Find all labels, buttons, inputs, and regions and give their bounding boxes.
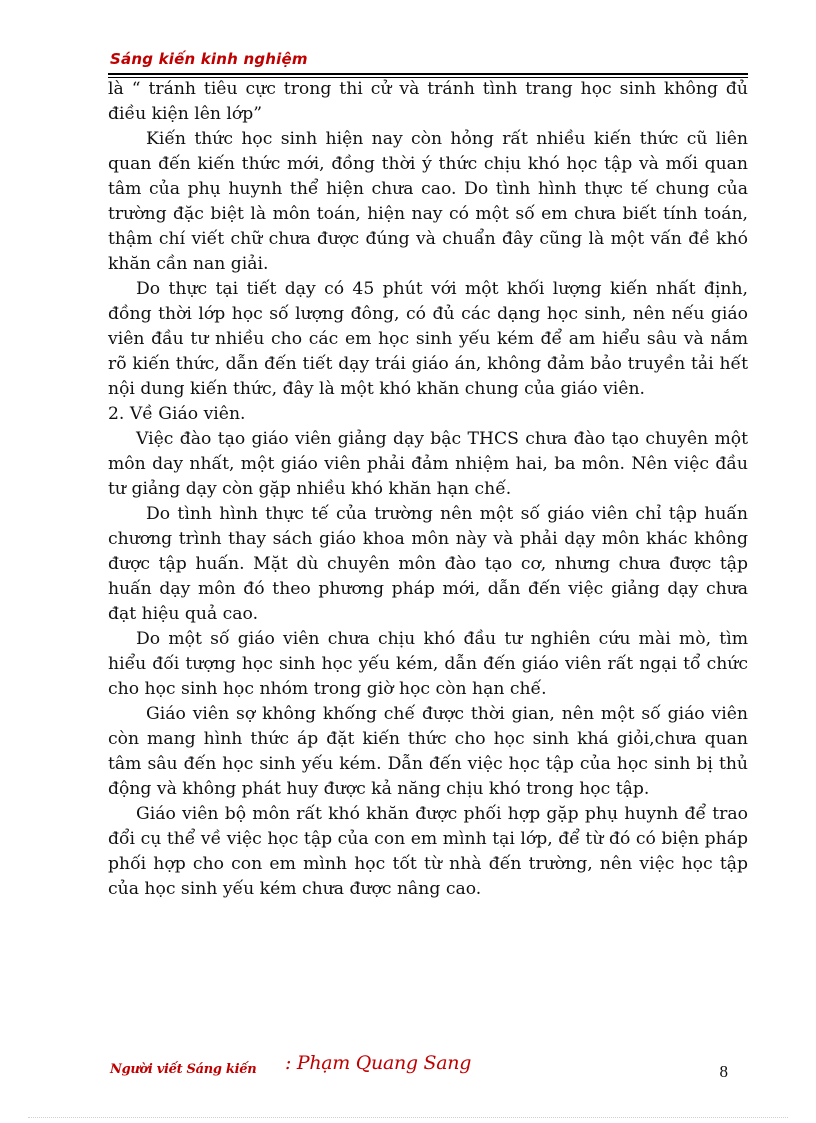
paragraph-parent-coordination: Giáo viên bộ môn rất khó khăn được phối hợp gặp phụ huynh để trao đổi cụ thể về việc học tập của con em mình tại lớp, để từ đó có biện pháp phối hợp cho con em mình học tốt từ nhà đến trường, nên việc học tập của học sinh yếu kém chưa được nâng cao. bbox=[108, 804, 748, 899]
page-bottom-divider bbox=[28, 1117, 788, 1118]
paragraph-research: Do một số giáo viên chưa chịu khó đầu tư nghiên cứu mài mò, tìm hiểu đối tượng học sinh học yếu kém, dẫn đến giáo viên rất ngại tổ chức cho học sinh học nhóm trong giờ học còn hạn chế. bbox=[108, 629, 748, 699]
page-number: 8 bbox=[719, 1062, 728, 1081]
paragraph-school-situation: Do tình hình thực tế của trường nên một số giáo viên chỉ tập huấn chương trình thay sách giáo khoa môn này và phải dạy môn khác không được tập huấn. Mặt dù chuyên môn đào tạo cơ, nhưng chưa được tập huấn dạy môn đó theo phương pháp mới, dẫn đến việc giảng dạy chưa đạt hiệu quả cao. bbox=[108, 504, 748, 624]
document-body bbox=[108, 77, 748, 902]
section-heading-teachers: 2. Về Giáo viên. bbox=[108, 404, 246, 424]
paragraph-time-control: Giáo viên sợ không khống chế được thời gian, nên một số giáo viên còn mang hình thức áp đặt kiến thức cho học sinh khá giỏi,chưa quan tâm sâu đến học sinh yếu kém. Dẫn đến việc học tập của học sinh bị thủ động và không phát huy được kả năng chịu khó trong học tập. bbox=[108, 704, 748, 799]
footer-author-name: : Phạm Quang Sang bbox=[285, 1052, 472, 1074]
paragraph-continuation: là “ tránh tiêu cực trong thi cử và tránh tình trang học sinh không đủ điều kiện lên lớp” bbox=[108, 79, 748, 124]
paragraph-teacher-training: Việc đào tạo giáo viên giảng dạy bậc THCS chưa đào tạo chuyên một môn day nhất, một giáo viên phải đảm nhiệm hai, ba môn. Nên việc đầu tư giảng dạy còn gặp nhiều khó khăn hạn chế. bbox=[108, 429, 748, 499]
paragraph-student-knowledge: Kiến thức học sinh hiện nay còn hỏng rất nhiều kiến thức cũ liên quan đến kiến thức mới, đồng thời ý thức chịu khó học tập và mối quan tâm của phụ huynh thể hiện chưa cao. Do tình hình thực tế chung của trường đặc biệt là môn toán, hiện nay có một số em chưa biết tính toán, thậm chí viết chữ chưa được đúng và chuẩn đây cũng là một vấn đề khó khăn cần nan giải. bbox=[108, 129, 748, 274]
header-title: Sáng kiến kinh nghiệm bbox=[110, 50, 308, 68]
page-footer bbox=[110, 1052, 750, 1092]
paragraph-class-time: Do thực tại tiết dạy có 45 phút với một khối lượng kiến nhất định, đồng thời lớp học số lượng đông, có đủ các dạng học sinh, nên nếu giáo viên đầu tư nhiều cho các em học sinh yếu kém để am hiểu sâu và nắm rõ kiến thức, dẫn đến tiết dạy trái giáo án, không đảm bảo truyền tải hết nội dung kiến thức, đây là một khó khăn chung của giáo viên. bbox=[108, 279, 748, 399]
footer-author-label: Người viết Sáng kiến bbox=[110, 1062, 257, 1077]
header-rule-thick bbox=[108, 73, 748, 75]
